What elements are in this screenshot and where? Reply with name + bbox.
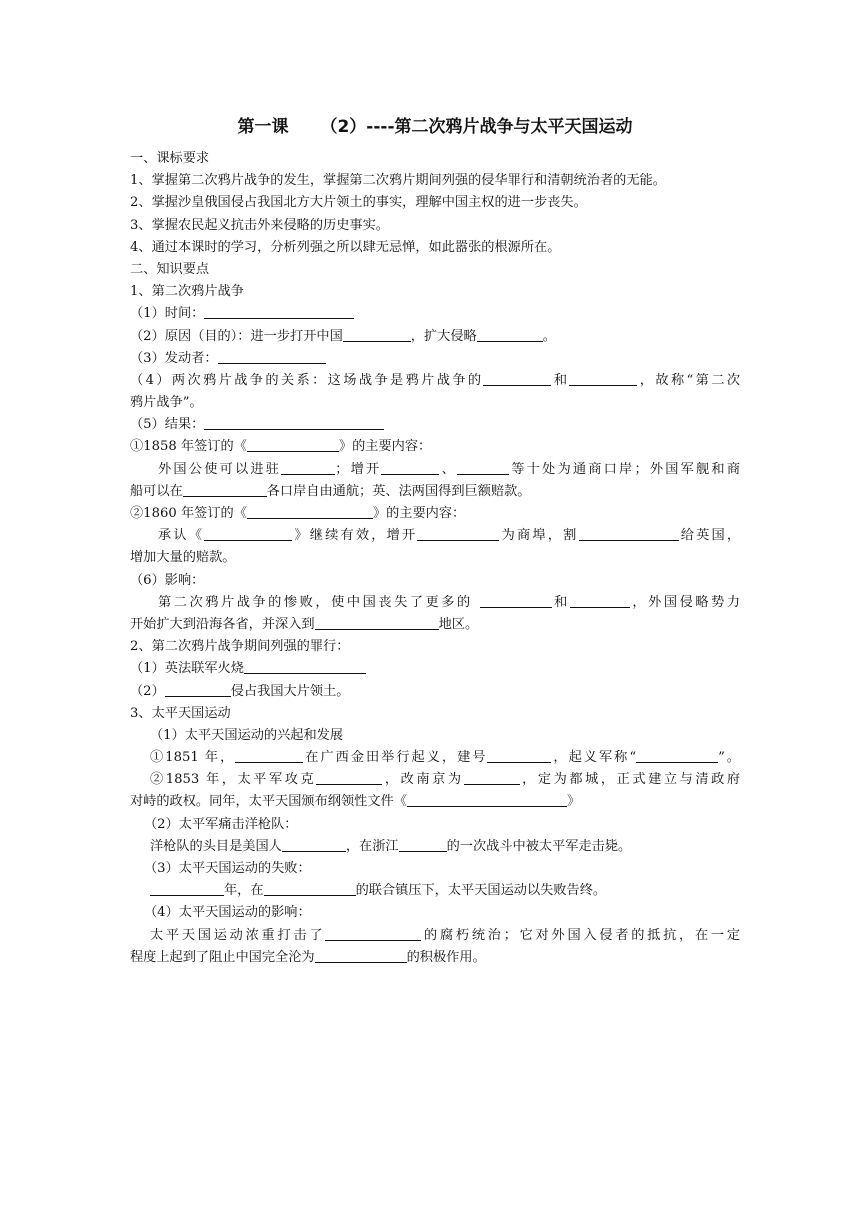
requirement-item: 1、掌握第二次鸦片战争的发生，掌握第二次鸦片期间列强的侵华罪行和清朝统治者的无能。 (130, 173, 666, 189)
question-line: （2） 侵占我国大片领土。 (130, 683, 350, 699)
answer-blank[interactable] (381, 460, 439, 475)
answer-blank[interactable] (636, 748, 718, 763)
answer-blank[interactable] (281, 460, 335, 475)
title-lesson: 第一课 (237, 117, 289, 137)
answer-blank[interactable] (457, 460, 509, 475)
question-line: （5）结果： (130, 414, 740, 436)
question-line: （2）太平军痛击洋枪队： (144, 816, 298, 832)
answer-blank[interactable] (399, 837, 447, 852)
subsection-heading: 1、第二次鸦片战争 (130, 284, 244, 300)
answer-blank[interactable] (218, 349, 326, 364)
question-line: （4）两次鸦片战争的关系：这场战争是鸦片战争的 和 ，故称“第二次 (130, 372, 741, 388)
question-line: 第二次鸦片战争的惨败，使中国丧失了更多的 和 ，外国侵略势力 (158, 594, 741, 610)
question-line: （2）原因（目的）：进一步打开中国 ，扩大侵略 。 (130, 328, 556, 344)
answer-blank[interactable] (417, 526, 499, 541)
answer-blank[interactable] (244, 659, 366, 674)
question-line: 承认《 》继续有效，增开 为商埠，割 给英国， (158, 528, 741, 544)
answer-blank[interactable] (487, 748, 551, 763)
answer-blank[interactable] (570, 593, 630, 608)
answer-blank[interactable] (282, 837, 346, 852)
answer-blank[interactable] (204, 526, 292, 541)
answer-blank[interactable] (204, 304, 354, 319)
answer-blank[interactable] (569, 371, 637, 386)
question-line: （1）英法联军火烧 (130, 658, 740, 680)
question-line: 增加大量的赔款。 (130, 550, 236, 566)
answer-blank[interactable] (247, 504, 373, 519)
requirement-item: 4、通过本课时的学习，分析列强之所以肆无忌惮，如此嚣张的根源所在。 (130, 239, 561, 255)
question-line: （4）太平天国运动的影响： (144, 905, 311, 921)
answer-blank[interactable] (343, 327, 411, 342)
answer-blank[interactable] (480, 593, 552, 608)
subsection-heading: 3、太平天国运动 (130, 705, 231, 721)
question-line: （3）发动者： (130, 348, 740, 370)
answer-blank[interactable] (477, 327, 543, 342)
subsection-heading: 2、第二次鸦片战争期间列强的罪行： (130, 639, 350, 655)
question-line: （3）太平天国运动的失败： (144, 861, 311, 876)
question-line: （6）影响： (130, 572, 205, 588)
title-topic: （2）----第二次鸦片战争与太平天国运动 (320, 117, 633, 137)
question-line: 洋枪队的头目是美国人 ，在浙江 的一次战斗中被太平军走击毙。 (150, 838, 632, 854)
answer-blank[interactable] (264, 881, 356, 896)
question-line: 程度上起到了阻止中国完全沦为 的积极作用。 (130, 949, 486, 965)
question-line: 年，在 的联合镇压下，太平天国运动以失败告终。 (130, 880, 740, 902)
answer-blank[interactable] (315, 615, 439, 630)
question-line: ②1860 年签订的《 》的主要内容： (130, 506, 466, 521)
section-heading: 二、知识要点 (130, 261, 210, 277)
question-line: ①1851 年， 在广西金田举行起义，建号 ，起义军称“ ”。 (150, 750, 740, 766)
question-line: ②1853 年，太平军攻克 ，改南京为 ，定为都城，正式建立与清政府 (150, 772, 741, 788)
question-line: 鸦片战争”。 (130, 395, 203, 411)
question-line: 外国公使可以进驻 ；增开 、 等十处为通商口岸；外国军舰和商 (158, 461, 741, 477)
answer-blank[interactable] (579, 526, 679, 541)
answer-blank[interactable] (407, 792, 567, 807)
page-title (130, 112, 740, 142)
answer-blank[interactable] (150, 881, 224, 896)
answer-blank[interactable] (315, 948, 407, 963)
answer-blank[interactable] (316, 770, 382, 785)
worksheet-page (130, 112, 740, 969)
answer-blank[interactable] (464, 770, 520, 785)
question-line: 太平天国运动浓重打击了 的腐朽统治；它对外国入侵者的抵抗，在一定 (150, 927, 741, 943)
answer-blank[interactable] (247, 437, 339, 452)
answer-blank[interactable] (183, 482, 267, 497)
question-line: （1）太平天国运动的兴起和发展 (150, 727, 344, 743)
answer-blank[interactable] (325, 926, 421, 941)
question-line: 船可以在 各口岸自由通航；英、法两国得到巨额赔款。 (130, 483, 531, 499)
question-line: ①1858 年签订的《 》的主要内容： (130, 439, 432, 455)
answer-blank[interactable] (483, 371, 551, 386)
answer-blank[interactable] (165, 682, 231, 697)
answer-blank[interactable] (235, 748, 303, 763)
requirement-item: 3、掌握农民起义抗击外来侵略的历史事实。 (130, 217, 389, 233)
question-line: （1）时间： (130, 303, 740, 325)
question-line: 开始扩大到沿海各省，并深入到 地区。 (130, 616, 479, 632)
question-line: 对峙的政权。同年，太平天国颁布纲领性文件《 》 (130, 794, 581, 810)
answer-blank[interactable] (204, 415, 384, 430)
requirement-item: 2、掌握沙皇俄国侵占我国北方大片领土的事实，理解中国主权的进一步丧失。 (130, 195, 587, 211)
section-heading: 一、课标要求 (130, 151, 210, 166)
